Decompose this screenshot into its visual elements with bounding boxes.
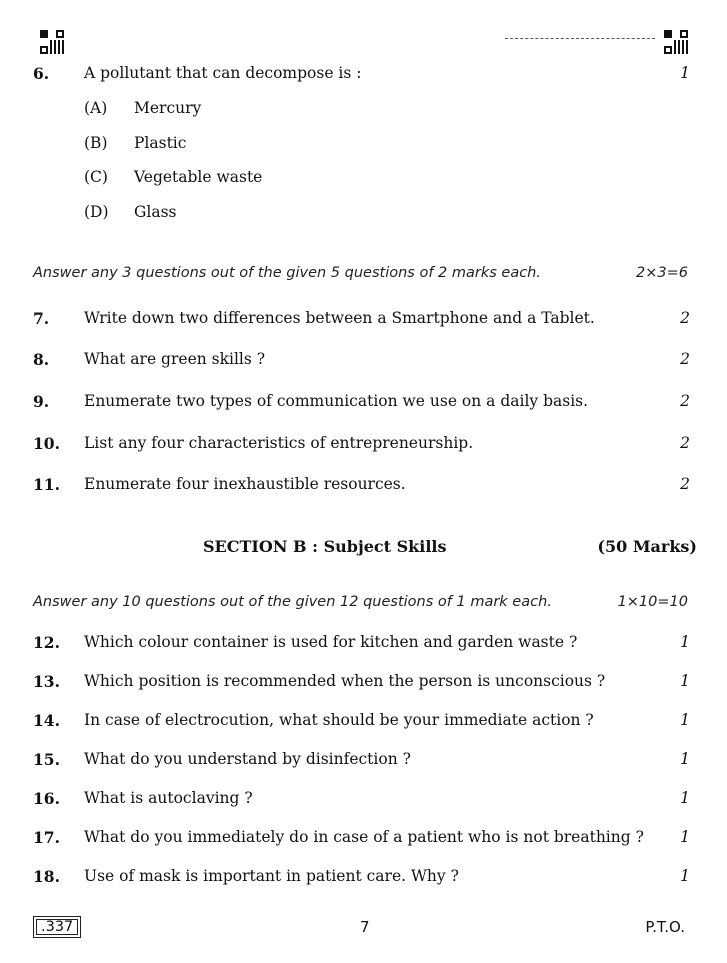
question-text: What do you understand by disinfection ? <box>84 750 411 768</box>
question-marks: 1 <box>680 789 690 807</box>
question-number: 12. <box>33 633 60 652</box>
question-text: Which colour container is used for kitchen and garden waste ? <box>84 633 578 651</box>
question-marks: 1 <box>680 633 690 651</box>
question-text: In case of electrocution, what should be your immediate action ? <box>84 711 594 729</box>
question-number: 7. <box>33 309 50 328</box>
question-number: 8. <box>33 350 50 369</box>
question-marks: 2 <box>680 350 690 368</box>
question-number: 10. <box>33 434 60 453</box>
question-marks: 1 <box>680 867 690 885</box>
option-label: (B) <box>84 134 108 152</box>
question-marks: 1 <box>680 672 690 690</box>
paper-code-box <box>33 916 81 938</box>
question-number: 14. <box>33 711 60 730</box>
page-number: 7 <box>360 918 370 936</box>
question-text: Enumerate two types of communication we use on a daily basis. <box>84 392 589 410</box>
question-number: 18. <box>33 867 60 886</box>
question-text: A pollutant that can decompose is : <box>84 64 362 82</box>
question-text: Write down two differences between a Smartphone and a Tablet. <box>84 309 595 327</box>
question-number: 6. <box>33 64 50 83</box>
question-marks: 2 <box>680 309 690 327</box>
instruction-marks: 2×3=6 <box>636 265 688 281</box>
option-label: (C) <box>84 168 108 186</box>
section-marks: (50 Marks) <box>597 537 697 556</box>
question-number: 16. <box>33 789 60 808</box>
option-label: (A) <box>84 99 108 117</box>
option-text: Glass <box>134 203 177 221</box>
question-marks: 1 <box>680 750 690 768</box>
question-marks: 2 <box>680 392 690 410</box>
question-marks: 1 <box>680 828 690 846</box>
qr-code-icon <box>664 30 688 54</box>
question-number: 15. <box>33 750 60 769</box>
question-number: 11. <box>33 475 60 494</box>
question-marks: 1 <box>680 711 690 729</box>
question-text: What are green skills ? <box>84 350 266 368</box>
question-text: Use of mask is important in patient care. Why ? <box>84 867 459 885</box>
section-title: SECTION B : Subject Skills <box>203 537 447 556</box>
option-label: (D) <box>84 203 109 221</box>
question-text: Which position is recommended when the person is unconscious ? <box>84 672 606 690</box>
paper-code: .337 <box>41 919 74 935</box>
question-text: List any four characteristics of entrepreneurship. <box>84 434 474 452</box>
option-text: Vegetable waste <box>134 168 263 186</box>
qr-code-icon <box>40 30 64 54</box>
header-rule <box>505 38 655 39</box>
instruction-marks: 1×10=10 <box>617 594 688 610</box>
question-number: 9. <box>33 392 50 411</box>
question-number: 13. <box>33 672 60 691</box>
question-text: What do you immediately do in case of a patient who is not breathing ? <box>84 828 644 846</box>
instruction-text: Answer any 10 questions out of the given 12 questions of 1 mark each. <box>33 594 552 610</box>
question-text: What is autoclaving ? <box>84 789 253 807</box>
option-text: Plastic <box>134 134 187 152</box>
question-marks: 2 <box>680 434 690 452</box>
question-number: 17. <box>33 828 60 847</box>
instruction-text: Answer any 3 questions out of the given 5 questions of 2 marks each. <box>33 265 541 281</box>
question-marks: 1 <box>680 64 690 82</box>
question-text: Enumerate four inexhaustible resources. <box>84 475 406 493</box>
question-marks: 2 <box>680 475 690 493</box>
option-text: Mercury <box>134 99 202 117</box>
please-turn-over: P.T.O. <box>645 918 685 936</box>
